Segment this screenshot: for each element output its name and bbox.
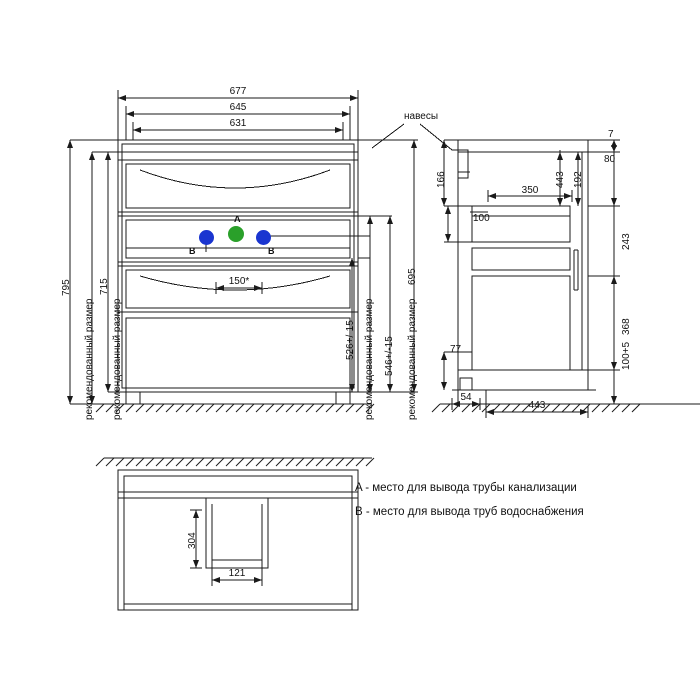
dim-rec-mid-2: рекомендованный размер: [407, 298, 418, 420]
dim-121: 121: [228, 568, 246, 579]
marker-b-water-left: [199, 230, 214, 245]
dim-304: 304: [187, 532, 198, 549]
dim-631: 631: [229, 118, 247, 129]
dim-rec-mid-1: рекомендованный размер: [364, 298, 375, 420]
dim-77: 77: [450, 344, 462, 355]
dim-rec-left-2: рекомендованный размер: [112, 298, 123, 420]
dim-795: 795: [61, 279, 72, 296]
dim-166: 166: [436, 171, 447, 188]
dim-100: 100: [473, 213, 490, 224]
marker-a-label: A: [234, 214, 241, 224]
dim-243: 243: [621, 233, 632, 250]
dim-80: 80: [604, 154, 616, 165]
marker-b1-label: B: [189, 246, 196, 256]
dim-695: 695: [407, 268, 418, 285]
dim-7: 7: [608, 129, 614, 140]
dim-526: 526+/-15: [345, 320, 356, 360]
dim-546: 546+/-15: [384, 336, 395, 376]
dim-100-5: 100+5: [621, 341, 632, 370]
callout-navesy: навесы: [404, 111, 439, 122]
dim-677: 677: [229, 86, 247, 97]
marker-b2-label: B: [268, 246, 275, 256]
dim-715: 715: [99, 278, 110, 295]
dim-rec-left-1: рекомендованный размер: [84, 298, 95, 420]
dim-54: 54: [460, 392, 472, 403]
dim-192: 192: [573, 171, 584, 188]
dim-150: 150*: [228, 276, 250, 287]
marker-b-water-right: [256, 230, 271, 245]
dim-350: 350: [521, 185, 539, 196]
marker-a-drain: [228, 226, 244, 242]
legend-item-a: A - место для вывода трубы канализации: [355, 482, 577, 494]
dim-368: 368: [621, 318, 632, 335]
dim-645: 645: [229, 102, 247, 113]
dim-443b: 443: [528, 400, 546, 411]
legend-item-b: B - место для вывода труб водоснабжения: [355, 506, 584, 518]
dim-443a: 443: [555, 171, 566, 188]
